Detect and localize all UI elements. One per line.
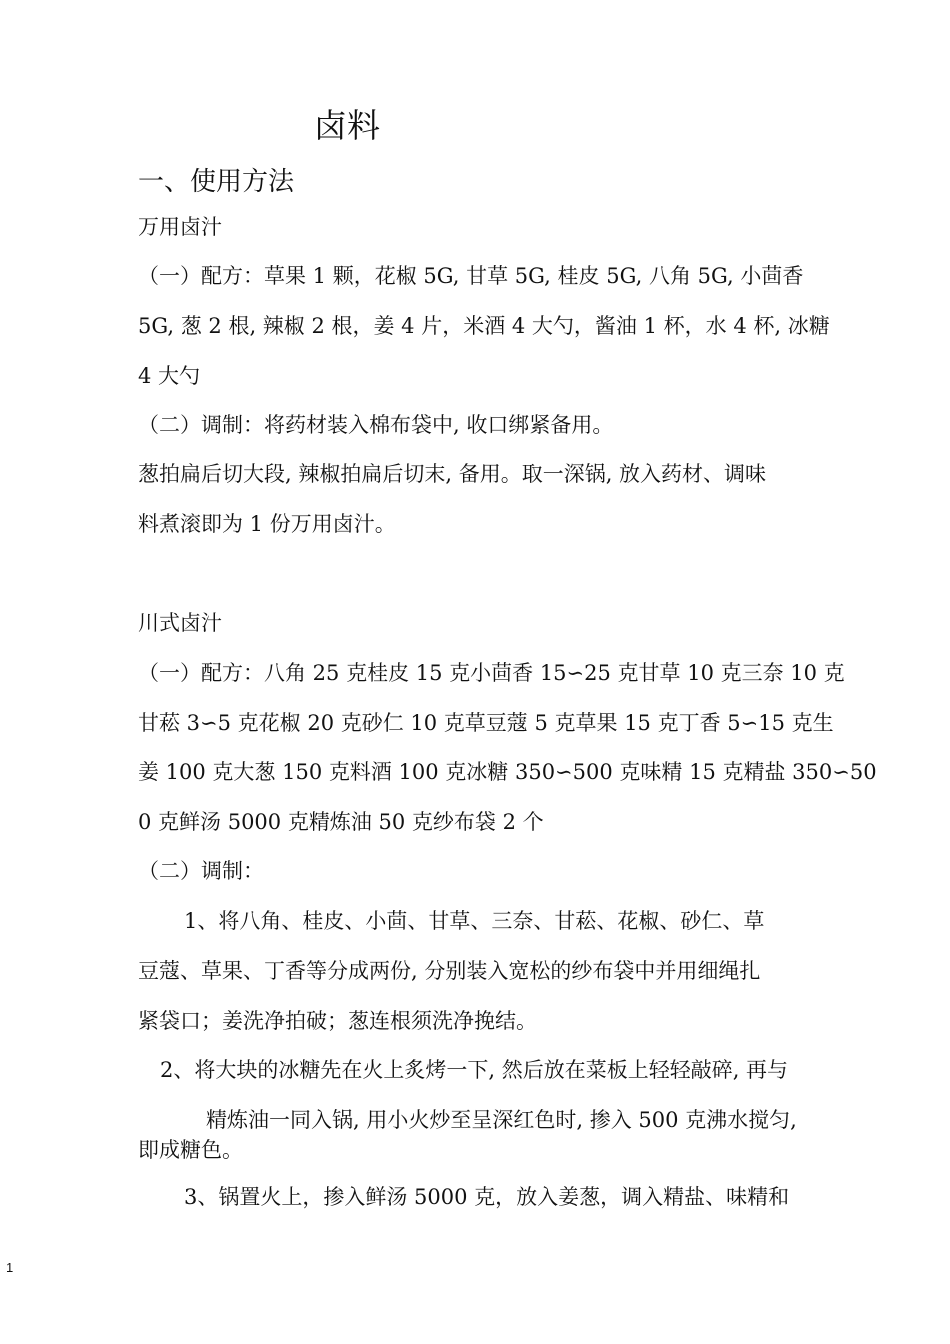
step1-line: 1、将八角、桂皮、小茴、甘草、三奈、甘菘、花椒、砂仁、草 bbox=[184, 909, 765, 933]
step1-line: 紧袋口；姜洗净拍破；葱连根须洗净挽结。 bbox=[138, 1009, 537, 1033]
wanyong-formula-line: 4 大勺 bbox=[138, 364, 201, 388]
step2-line: 即成糖色。 bbox=[138, 1138, 243, 1162]
wanyong-prep-line: 葱拍扁后切大段, 辣椒拍扁后切末, 备用。取一深锅, 放入药材、调味 bbox=[138, 462, 767, 486]
chuanshi-formula-line: 甘菘 3∽5 克花椒 20 克砂仁 10 克草豆蔻 5 克草果 15 克丁香 5∽15 克生 bbox=[138, 711, 834, 735]
step2-line: 精炼油一同入锅, 用小火炒至呈深红色时, 掺入 500 克沸水搅匀, bbox=[206, 1108, 797, 1132]
step1-line: 豆蔻、草果、丁香等分成两份, 分别装入宽松的纱布袋中并用细绳扎 bbox=[138, 959, 761, 983]
step2-line: 2、将大块的冰糖先在火上炙烤一下, 然后放在菜板上轻轻敲碎, 再与 bbox=[160, 1058, 789, 1082]
section-heading: 一、使用方法 bbox=[138, 167, 295, 197]
wanyong-formula-line: 5G, 葱 2 根, 辣椒 2 根，姜 4 片，米酒 4 大勺，酱油 1 杯，水 4 杯, 冰糖 bbox=[138, 314, 830, 338]
wanyong-formula-line: （一）配方：草果 1 颗，花椒 5G, 甘草 5G, 桂皮 5G, 八角 5G, 小茴香 bbox=[138, 264, 804, 288]
chuanshi-prep-heading: （二）调制： bbox=[138, 859, 264, 883]
wanyong-prep-line: 料煮滚即为 1 份万用卤汁。 bbox=[138, 512, 396, 536]
chuanshi-formula-line: （一）配方：八角 25 克桂皮 15 克小茴香 15∽25 克甘草 10 克三奈 10 克 bbox=[138, 661, 845, 685]
chuanshi-formula-line: 姜 100 克大葱 150 克料酒 100 克冰糖 350∽500 克味精 15 克精盐 350∽50 bbox=[138, 760, 877, 784]
page-number: 1 bbox=[6, 1260, 14, 1275]
wanyong-heading: 万用卤汁 bbox=[138, 215, 222, 239]
chuanshi-formula-line: 0 克鲜汤 5000 克精炼油 50 克纱布袋 2 个 bbox=[138, 810, 544, 834]
chuanshi-heading: 川式卤汁 bbox=[138, 611, 222, 635]
wanyong-prep-line: （二）调制：将药材装入棉布袋中, 收口绑紧备用。 bbox=[138, 413, 614, 437]
step3-line: 3、锅置火上，掺入鲜汤 5000 克，放入姜葱，调入精盐、味精和 bbox=[184, 1185, 790, 1209]
document-title: 卤料 bbox=[314, 106, 380, 145]
